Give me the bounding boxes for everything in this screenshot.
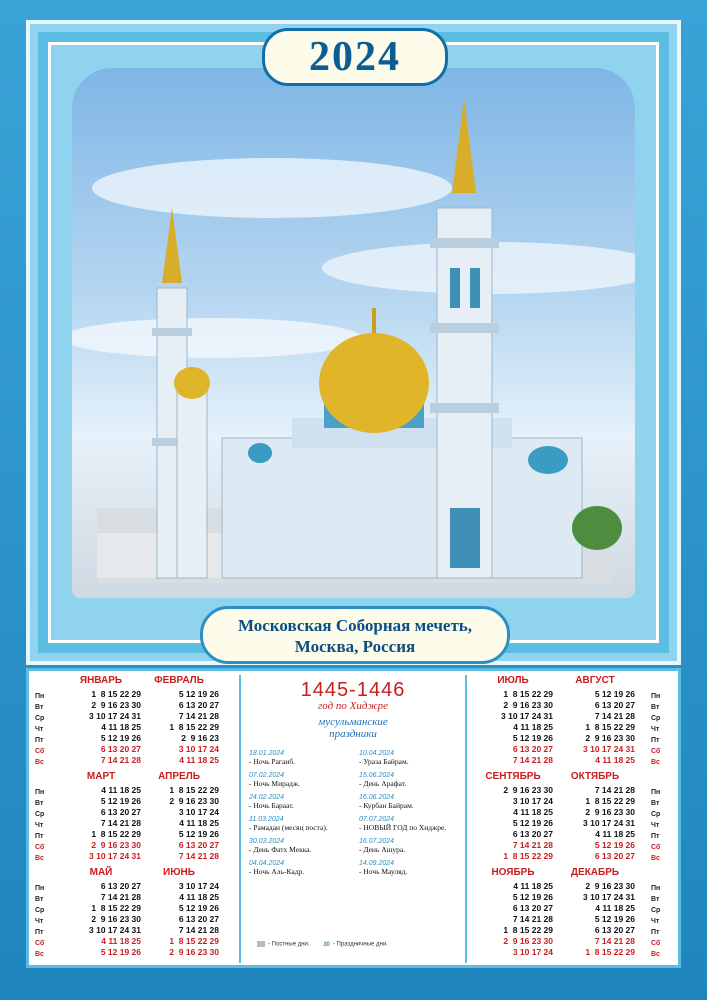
week-row: 7 14 21 28 [100,818,141,828]
week-row: 6 13 20 27 [594,851,635,861]
week-row: 7 14 21 28 [100,892,141,902]
holiday-date: 24.02.2024 [249,794,285,801]
week-row: 5 12 19 26 [594,840,635,850]
weekday-label: Ср [651,811,661,818]
week-row: 4 11 18 25 [101,785,141,795]
weekday-label: Чт [651,918,660,925]
week-row: 2 9 16 23 30 [91,700,141,710]
month-block [139,771,219,862]
holiday-item [249,860,353,876]
month-block [139,867,219,958]
week-row: 5 12 19 26 [178,829,219,839]
holiday-name: - Курбан Байрам. [359,801,414,810]
weekday-label: Вт [651,896,660,903]
week-row: 6 13 20 27 [100,881,141,891]
week-row: 5 12 19 26 [594,914,635,924]
week-row: 2 9 16 23 [181,733,219,743]
week-row: 1 8 15 22 29 [585,722,635,732]
week-row: 2 9 16 23 30 [169,796,219,806]
mosque-illustration [72,68,635,598]
holidays-heading [241,716,465,740]
weekday-label: Пт [651,929,660,936]
weekday-label: Сб [651,940,661,947]
week-row: 6 13 20 27 [512,903,553,913]
week-row: 5 12 19 26 [594,689,635,699]
caption-plaque [200,606,510,664]
holiday-item [359,860,463,876]
week-row: 3 10 17 24 [178,744,219,754]
weekday-label: Сб [35,748,45,755]
weekday-label: Вт [35,800,44,807]
holiday-date: 16.06.2024 [359,794,395,801]
weekday-labels [651,691,671,768]
week-row: 3 10 17 24 31 [583,744,635,754]
week-row: 3 10 17 24 31 [89,925,141,935]
week-row: 4 11 18 25 [513,722,553,732]
weekday-label: Сб [651,844,661,851]
week-row: 3 10 17 24 [512,947,553,957]
month-block [61,771,141,862]
holiday-name: - Ночь Рагаиб. [249,757,296,766]
month-name: НОЯБРЬ [491,867,535,878]
week-row: 5 12 19 26 [512,818,553,828]
weekday-label: Ср [651,715,661,722]
weekday-label: Чт [651,822,660,829]
weekday-label: Пн [651,885,661,892]
holiday-item [359,838,463,854]
week-row: 4 11 18 25 [595,829,635,839]
week-row: 5 12 19 26 [512,733,553,743]
holiday-name: - Ночь Бараат. [249,801,294,810]
weekday-label: Чт [35,918,44,925]
holiday-date: 11.03.2024 [249,816,284,823]
weekday-label: Вт [35,896,44,903]
month-block [555,867,635,958]
month-row-block [35,771,237,867]
weekday-label: Сб [651,748,661,755]
month-row-block [469,867,671,963]
month-block [139,675,219,766]
weekday-label: Пн [35,693,45,700]
week-row: 7 14 21 28 [512,840,553,850]
month-block [473,867,553,958]
weekday-label: Вт [35,704,44,711]
holidays-left-column [249,750,353,882]
week-row: 5 12 19 26 [178,689,219,699]
week-row: 3 10 17 24 [178,881,219,891]
week-row: 6 13 20 27 [178,700,219,710]
week-row: 3 10 17 24 [512,796,553,806]
week-row: 3 10 17 24 31 [89,711,141,721]
weekday-label: Чт [35,726,44,733]
holiday-item [359,794,463,810]
holiday-name: - Ночь Аль-Кадр. [249,867,305,876]
weekday-label: Чт [35,822,44,829]
week-row: 3 10 17 24 31 [583,892,635,902]
month-row-block [469,771,671,867]
weekday-label: Вт [651,800,660,807]
calendar-grid [26,668,681,968]
week-row: 1 8 15 22 29 [91,689,141,699]
legend-holiday: - Праздничные дни. [332,941,388,948]
week-row: 1 8 15 22 29 [169,785,219,795]
holiday-item [249,816,353,832]
holiday-item [249,838,353,854]
holiday-name: - НОВЫЙ ГОД по Хиджре. [359,823,447,832]
week-row: 1 8 15 22 29 [503,925,553,935]
week-row: 6 13 20 27 [100,807,141,817]
week-row: 7 14 21 28 [512,755,553,765]
week-row: 1 8 15 22 29 [585,796,635,806]
fast-day-swatch [257,941,265,947]
left-months-panel [35,675,237,963]
legend-number: 30 [323,941,330,948]
week-row: 6 13 20 27 [594,925,635,935]
week-row: 1 8 15 22 29 [585,947,635,957]
month-name: ОКТЯБРЬ [570,771,620,782]
year-title: 2024 [309,34,401,80]
week-row: 2 9 16 23 30 [91,914,141,924]
weekday-label: Вс [651,855,660,862]
week-row: 4 11 18 25 [179,892,219,902]
weekday-label: Пн [35,885,45,892]
holiday-item [359,750,463,766]
month-name: ЯНВАРЬ [79,675,123,686]
week-row: 7 14 21 28 [100,755,141,765]
weekday-label: Пн [651,789,661,796]
hijri-panel [239,675,467,963]
caption-line-1: Московская Соборная мечеть, [237,616,473,635]
weekday-label: Ср [35,715,45,722]
month-name: ДЕКАБРЬ [570,867,620,878]
holiday-name: - Ураза Байрам. [359,757,409,766]
legend [257,941,388,948]
week-row: 2 9 16 23 30 [585,881,635,891]
holiday-item [359,816,463,832]
legend-fast: - Постные дни. [268,941,310,948]
week-row: 2 9 16 23 30 [585,733,635,743]
month-name: АПРЕЛЬ [158,771,200,782]
month-block [473,771,553,862]
weekday-labels [35,883,55,960]
holiday-name: - Ночь Мауляд. [359,867,408,876]
holidays-right-column [359,750,463,882]
week-row: 5 12 19 26 [178,903,219,913]
weekday-label: Чт [651,726,660,733]
week-row: 1 8 15 22 29 [91,903,141,913]
week-row: 7 14 21 28 [594,785,635,795]
weekday-label: Пт [35,929,44,936]
holidays-list [241,750,465,920]
caption-line-2: Москва, Россия [294,637,416,656]
weekday-label: Вс [35,759,44,766]
holiday-name: - День Ашура. [359,845,406,854]
week-row: 6 13 20 27 [512,744,553,754]
hijri-subtitle: год по Хиджре [317,700,389,712]
week-row: 6 13 20 27 [594,700,635,710]
week-row: 2 9 16 23 30 [503,700,553,710]
month-block [555,771,635,862]
holiday-item [249,750,353,766]
week-row: 3 10 17 24 31 [89,851,141,861]
week-row: 4 11 18 25 [179,755,219,765]
holiday-name: - Рамадан (месяц поста). [249,823,328,832]
month-block [61,867,141,958]
weekday-label: Пт [35,833,44,840]
week-row: 5 12 19 26 [512,892,553,902]
week-row: 7 14 21 28 [178,711,219,721]
right-months-panel [469,675,671,963]
week-row: 4 11 18 25 [101,936,141,946]
week-row: 5 12 19 26 [100,796,141,806]
week-row: 7 14 21 28 [512,914,553,924]
holiday-name: - День Арафат. [359,779,407,788]
weekday-labels [35,691,55,768]
mosque-photo [72,68,635,598]
week-row: 1 8 15 22 29 [503,851,553,861]
weekday-labels [651,883,671,960]
holiday-date: 10.04.2024 [359,750,395,757]
month-name: МАРТ [86,771,116,782]
week-row: 7 14 21 28 [594,711,635,721]
week-row: 4 11 18 25 [179,818,219,828]
week-row: 6 13 20 27 [100,744,141,754]
holiday-date: 07.07.2024 [359,816,395,823]
weekday-label: Ср [651,907,661,914]
week-row: 4 11 18 25 [595,903,635,913]
month-name: АВГУСТ [575,675,615,686]
weekday-label: Пт [651,833,660,840]
holiday-date: 07.02.2024 [249,772,285,779]
week-row: 2 9 16 23 30 [503,785,553,795]
month-block [555,675,635,766]
holiday-name: - День Фатх Мекка. [249,845,312,854]
week-row: 3 10 17 24 [178,807,219,817]
weekday-label: Ср [35,907,45,914]
week-row: 2 9 16 23 30 [169,947,219,957]
holiday-date: 15.06.2024 [359,772,395,779]
weekday-label: Вт [651,704,660,711]
week-row: 1 8 15 22 29 [91,829,141,839]
week-row: 3 10 17 24 31 [583,818,635,828]
week-row: 1 8 15 22 29 [169,936,219,946]
year-plaque [262,28,448,86]
weekday-label: Пн [35,789,45,796]
month-name: ИЮЛЬ [497,675,529,686]
holiday-date: 04.04.2024 [249,860,285,867]
weekday-labels [651,787,671,864]
week-row: 6 13 20 27 [178,840,219,850]
week-row: 7 14 21 28 [594,936,635,946]
week-row: 7 14 21 28 [178,925,219,935]
month-row-block [35,675,237,771]
month-row-block [469,675,671,771]
holiday-item [359,772,463,788]
month-row-block [35,867,237,963]
weekday-label: Пт [651,737,660,744]
week-row: 1 8 15 22 29 [169,722,219,732]
weekday-label: Пт [35,737,44,744]
holiday-item [249,794,353,810]
week-row: 5 12 19 26 [100,733,141,743]
month-block [473,675,553,766]
week-row: 4 11 18 25 [513,807,553,817]
week-row: 6 13 20 27 [512,829,553,839]
holiday-date: 18.01.2024 [249,750,285,757]
week-row: 4 11 18 25 [513,881,553,891]
holiday-date: 16.07.2024 [359,838,395,845]
week-row: 2 9 16 23 30 [91,840,141,850]
weekday-labels [35,787,55,864]
month-name: ИЮНЬ [163,867,195,878]
month-block [61,675,141,766]
weekday-label: Сб [35,844,45,851]
weekday-label: Пн [651,693,661,700]
month-name: МАЙ [89,867,113,878]
week-row: 4 11 18 25 [101,722,141,732]
week-row: 1 8 15 22 29 [503,689,553,699]
weekday-label: Вс [35,951,44,958]
holiday-date: 30.03.2024 [249,838,285,845]
week-row: 3 10 17 24 31 [501,711,553,721]
holiday-item [249,772,353,788]
hijri-years: 1445-1446 [300,679,406,701]
week-row: 5 12 19 26 [100,947,141,957]
weekday-label: Вс [651,951,660,958]
week-row: 2 9 16 23 30 [503,936,553,946]
month-name: СЕНТЯБРЬ [485,771,541,782]
holidays-heading-1: мусульманские [318,716,388,728]
week-row: 4 11 18 25 [595,755,635,765]
weekday-label: Сб [35,940,45,947]
holiday-date: 14.09.2024 [359,860,395,867]
holidays-heading-2: праздники [329,728,377,740]
holiday-name: - Ночь Мирадж. [249,779,301,788]
month-name: ФЕВРАЛЬ [154,675,204,686]
week-row: 2 9 16 23 30 [585,807,635,817]
weekday-label: Вс [651,759,660,766]
weekday-label: Вс [35,855,44,862]
weekday-label: Ср [35,811,45,818]
week-row: 7 14 21 28 [178,851,219,861]
week-row: 6 13 20 27 [178,914,219,924]
